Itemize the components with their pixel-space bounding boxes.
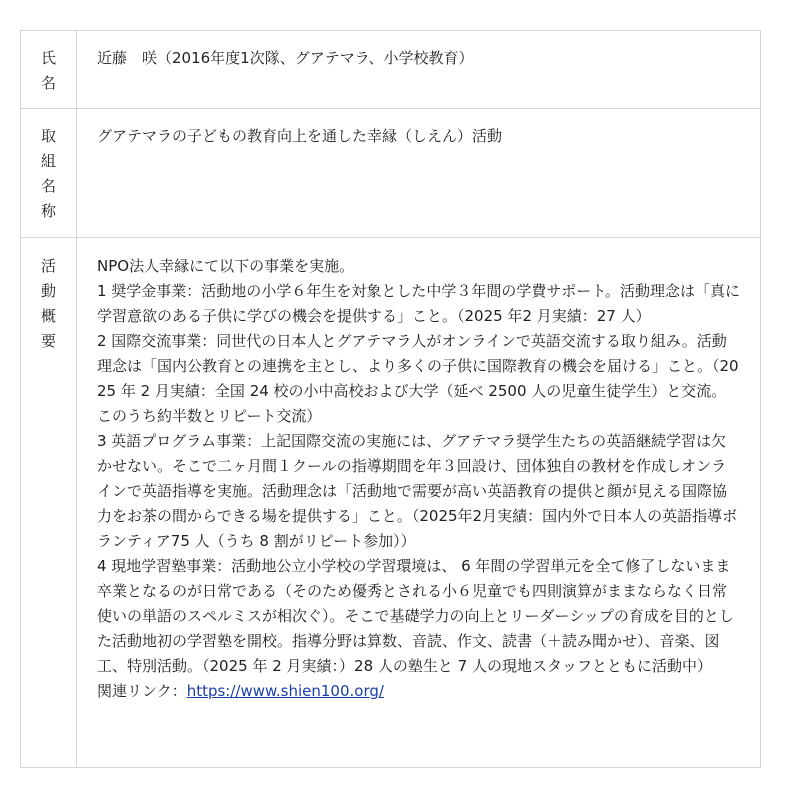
- name-value: 近藤 咲（2016年度1次隊、グアテマラ、小学校教育）: [97, 49, 474, 67]
- summary-item-english: 3 英語プログラム事業：上記国際交流の実施には、グアテマラ奨学生たちの英語継続学習は欠かせない。そこで二ヶ月間１クールの指導期間を年３回設け、団体独自の教材を作成しオンラインで英語指導を実施。活動理念は「活動地で需要が高い英語教育の提供と顔が見える国際協力をお茶の間からできる場を提供する」こと。（2025年2月実績：国内外で日本人の英語指導ボランティア75 人（うち 8 割がリピート参加））: [97, 432, 738, 550]
- related-link-label: 関連リンク：: [97, 682, 187, 700]
- summary-label-cell: [21, 238, 77, 768]
- row-summary: [21, 238, 761, 768]
- project-value: グアテマラの子どもの教育向上を通した幸縁（しえん）活動: [97, 127, 503, 145]
- project-label-cell: [21, 109, 77, 238]
- row-project: [21, 109, 761, 238]
- name-label-cell: [21, 31, 77, 109]
- profile-table: [20, 30, 761, 768]
- row-name: [21, 31, 761, 109]
- related-link[interactable]: https://www.shien100.org/: [186, 682, 384, 700]
- name-label: 氏名: [41, 49, 57, 92]
- summary-value-cell: [77, 238, 761, 768]
- related-link-line: [97, 679, 740, 704]
- summary-intro: NPO法人幸縁にて以下の事業を実施。: [97, 257, 355, 275]
- name-value-cell: [77, 31, 761, 109]
- summary-item-scholarship: 1 奨学金事業：活動地の小学６年生を対象とした中学３年間の学費サポート。活動理念は「真に学習意欲のある子供に学びの機会を提供する」こと。（2025 年2 月実績：27 人）: [97, 282, 740, 325]
- project-label: 取組名称: [41, 127, 57, 220]
- summary-item-school: 4 現地学習塾事業：活動地公立小学校の学習環境は、 6 年間の学習単元を全て修了しないまま卒業となるのが日常である（そのため優秀とされる小６児童でも四則演算がままならなく日常使いの単語のスペルミスが相次ぐ）。そこで基礎学力の向上とリーダーシップの育成を目的とした活動地初の学習塾を開校。指導分野は算数、音読、作文、読書（＋読み聞かせ）、音楽、図工、特別活動。（2025 年 2 月実績：）28 人の塾生と 7 人の現地スタッフとともに活動中）: [97, 557, 734, 675]
- summary-item-exchange: 2 国際交流事業：同世代の日本人とグアテマラ人がオンラインで英語交流する取り組み。活動理念は「国内公教育との連携を主とし、より多くの子供に国際教育の機会を届ける」こと。（2025 年 2 月実績：全国 24 校の小中高校および大学（延べ 2500 人の児童生徒学生）と交流。このうち約半数とリピート交流）: [97, 332, 739, 425]
- project-value-cell: [77, 109, 761, 238]
- summary-label: 活動概要: [41, 257, 57, 350]
